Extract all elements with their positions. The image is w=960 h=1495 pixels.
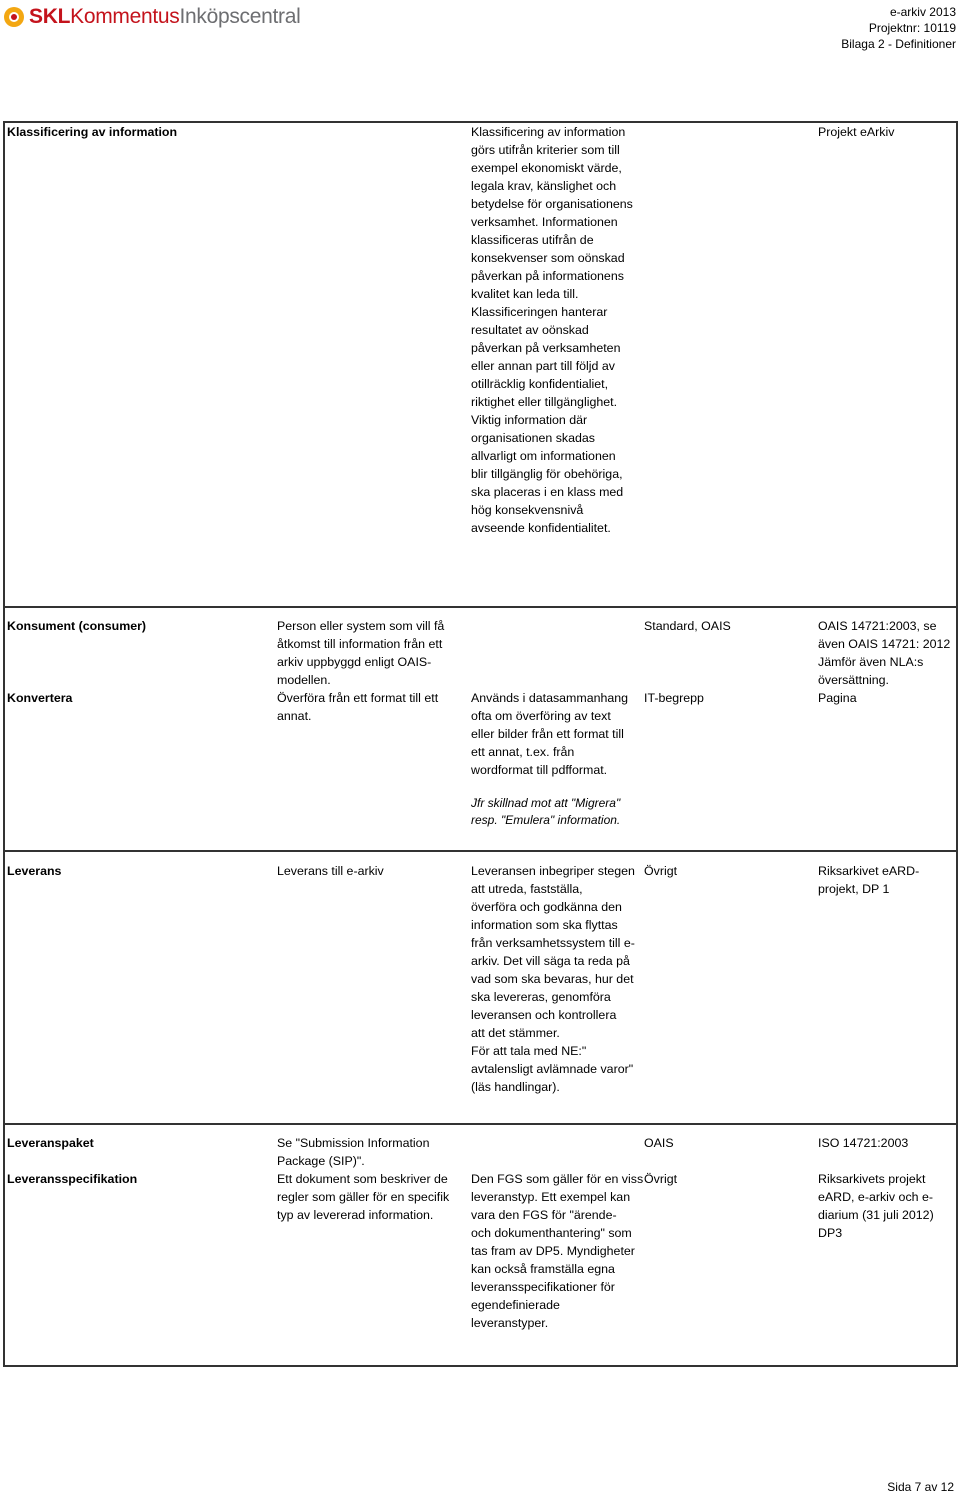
- source-konvertera: Pagina: [818, 691, 857, 705]
- header-appendix-title: Bilaga 2 - Definitioner: [841, 37, 956, 51]
- category-leveranspaket: OAIS: [644, 1136, 674, 1150]
- source-klassificering: Projekt eArkiv: [818, 125, 895, 139]
- row-divider: [3, 1123, 958, 1125]
- category-konsument: Standard, OAIS: [644, 619, 731, 633]
- term-konvertera: Konvertera: [7, 691, 73, 705]
- definition-leverans: Leverans till e-arkiv: [277, 864, 384, 878]
- comment-klassificering: Klassificering av information görs utifrån kriterier som till exempel ekonomiskt värde, legala krav, känslighet och betydelse för organisationens verksamhet. Informationen klassificeras utifrån de konsekvenser som oönskad påverkan på informationens kvalitet kan leda till. Klassificeringen hanterar resultatet av oönskad påverkan på verksamheten eller annan part till följd av otillräcklig konfidentialiet, riktighet eller tillgänglighet. Viktig information där organisationen skadas allvarligt om informationen blir tillgänglig för obehöriga, ska placeras i en klass med hög konsekvensnivå avseende konfidentialitet.: [471, 125, 633, 535]
- header-project-number: Projektnr: 10119: [868, 21, 956, 35]
- source-leverans: Riksarkivet eARD- projekt, DP 1: [818, 864, 920, 896]
- comment-konvertera: Används i datasammanhang ofta om överföring av text eller bilder från ett format till ett annat, t.ex. från wordformat till pdfformat.: [471, 691, 629, 777]
- document-header: [841, 4, 956, 52]
- term-leverans: Leverans: [7, 864, 62, 878]
- category-leveransspecifikation: Övrigt: [644, 1172, 678, 1186]
- comment-note-konvertera: Jfr skillnad mot att "Migrera" resp. "Emulera" information.: [471, 796, 621, 827]
- source-leveranspaket: ISO 14721:2003: [818, 1136, 909, 1150]
- category-konvertera: IT-begrepp: [644, 691, 704, 705]
- row-divider: [3, 850, 958, 852]
- definition-konvertera: Överföra från ett format till ett annat.: [277, 691, 439, 723]
- brand-logo: [3, 4, 300, 30]
- source-leveransspecifikation: Riksarkivets projekt eARD, e-arkiv och e- diarium (31 juli 2012) DP3: [818, 1172, 934, 1240]
- source-konsument: OAIS 14721:2003, se även OAIS 14721: 2012 Jämför även NLA:s översättning.: [818, 619, 951, 687]
- page-number: Sida 7 av 12: [887, 1480, 954, 1494]
- definition-leveranspaket: Se "Submission Information Package (SIP)".: [277, 1136, 430, 1168]
- comment-leveransspecifikation: Den FGS som gäller för en viss leveranstyp. Ett exempel kan vara den FGS för "ärende- och dokumenthantering" som tas fram av DP5. Myndigheter kan också framställa egna leveransspecifikationer för egendefinierade leveranstyper.: [471, 1172, 644, 1330]
- header-project-title: e-arkiv 2013: [889, 5, 956, 19]
- definition-konsument: Person eller system som vill få åtkomst till information från ett arkiv uppbyggd enligt OAIS- modellen.: [277, 619, 445, 687]
- term-konsument: Konsument (consumer): [7, 619, 147, 633]
- term-klassificering: Klassificering av information: [7, 125, 178, 139]
- term-leveransspecifikation: Leveransspecifikation: [7, 1172, 138, 1186]
- category-leverans: Övrigt: [644, 864, 678, 878]
- logo-mark-icon: [3, 6, 25, 28]
- logo-text: SKLKommentusInköpscentral: [29, 5, 301, 28]
- term-leveranspaket: Leveranspaket: [7, 1136, 94, 1150]
- definition-leveransspecifikation: Ett dokument som beskriver de regler som gäller för en specifik typ av levererad information.: [277, 1172, 450, 1222]
- row-divider: [3, 606, 958, 608]
- comment-leverans: Leveransen inbegriper stegen att utreda, fastställa, överföra och godkänna den information som ska flyttas från verksamhetssystem till e- arkiv. Det vill säga ta reda på vad som ska bevaras, hur det ska levereras, genomföra leveransen och kontrollera att det stämmer. För att tala med NE:" avtalensligt avlämnade varor" (läs handlingar).: [471, 864, 635, 1094]
